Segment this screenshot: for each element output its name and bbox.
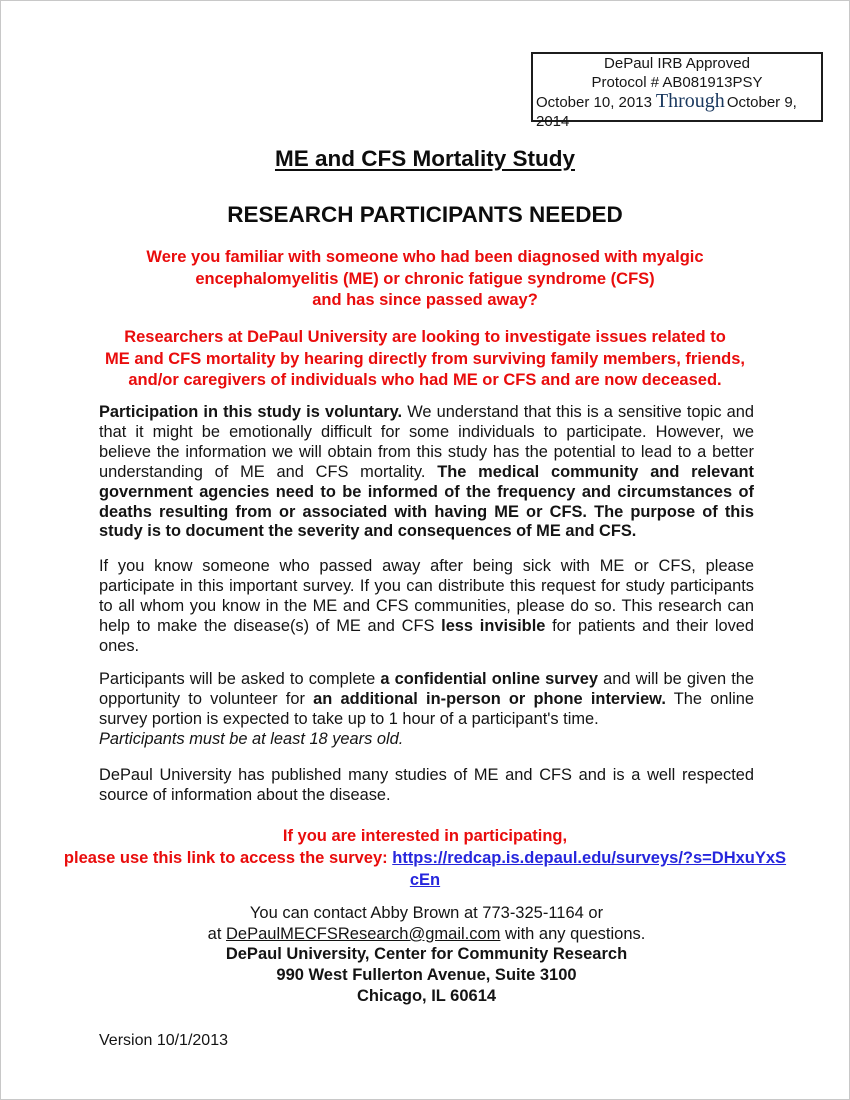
irb-protocol-number: Protocol # AB081913PSY xyxy=(591,73,763,91)
survey-link[interactable]: https://redcap.is.depaul.edu/surveys/?s=DHxuYxScEn xyxy=(392,849,787,889)
contact-block xyxy=(99,903,754,1007)
red-intro-question xyxy=(61,247,789,312)
red-researchers-line: ME and CFS mortality by hearing directly from surviving family members, friends, xyxy=(105,349,745,368)
contact-phone-line: You can contact Abby Brown at 773-325-1164 or xyxy=(249,904,604,922)
voluntary-normal-mid: We understand that this is a sensitive topic and that it might be emotionally difficult for some individuals to participate. However, we believe the information we will obtain from this study has the potential to lead to a better understanding of ME and CFS mortality. xyxy=(99,403,754,481)
irb-approved-line: DePaul IRB Approved xyxy=(604,55,750,72)
call-to-action xyxy=(61,825,789,891)
age-requirement-line: Participants must be at least 18 years old. xyxy=(99,729,404,748)
survey-normal-1: Participants will be asked to complete xyxy=(99,670,381,688)
red-intro-line: Were you familiar with someone who had been diagnosed with myalgic xyxy=(146,248,704,266)
red-researchers-line: Researchers at DePaul University are looking to investigate issues related to xyxy=(124,328,726,346)
org-city-line: Chicago, IL 60614 xyxy=(356,986,497,1005)
survey-normal-3: The online survey portion is expected to take up to 1 hour of a participant's time. xyxy=(99,689,754,728)
voluntary-bold-lead: Participation in this study is voluntary. xyxy=(99,403,403,421)
page-title: ME and CFS Mortality Study xyxy=(274,146,575,171)
distribute-normal-2: for patients and their loved ones. xyxy=(99,616,755,655)
contact-email-before: at xyxy=(207,924,226,943)
survey-normal-2: and will be given the opportunity to volunteer for xyxy=(99,670,754,708)
paragraph-distribute xyxy=(99,557,754,657)
red-intro-line: encephalomyelitis (ME) or chronic fatigue syndrome (CFS) xyxy=(195,269,655,288)
red-researchers-statement xyxy=(61,327,789,392)
survey-bold-2: an additional in-person or phone interview. xyxy=(313,689,666,708)
irb-end-year: 2014 xyxy=(536,112,570,130)
irb-end-date: October 9, xyxy=(726,94,797,111)
version-label: Version 10/1/2013 xyxy=(99,1032,228,1049)
page-subtitle: RESEARCH PARTICIPANTS NEEDED xyxy=(227,202,623,227)
survey-bold-1: a confidential online survey xyxy=(380,670,598,688)
voluntary-bold-tail: The medical community and relevant government agencies need to be informed of the frequency and circumstances of deaths resulting from or associated with having ME or CFS. The purpose of this study is to document the severity and consequences of ME and CFS. xyxy=(99,462,754,541)
cta-line2 xyxy=(61,847,789,891)
distribute-normal-1: If you know someone who passed away after being sick with ME or CFS, please participate in this important survey. If you can distribute this request for study participants to all whom you know in the ME and CFS communities, please do so. This research can help to make the disease(s) of ME and CFS xyxy=(99,557,754,635)
paragraph-depaul-reputation: DePaul University has published many studies of ME and CFS and is a well respected source of information about the disease. xyxy=(99,766,754,804)
cta-line1: If you are interested in participating, xyxy=(282,827,568,845)
irb-start-date: October 10, 2013 xyxy=(536,94,652,111)
contact-email-line xyxy=(99,924,754,945)
cta-line2-text: please use this link to access the survey: xyxy=(63,849,393,867)
org-name-line: DePaul University, Center for Community Research xyxy=(225,945,628,964)
paragraph-voluntary xyxy=(99,403,754,542)
red-intro-line: and has since passed away? xyxy=(312,291,538,309)
irb-date-range xyxy=(536,92,818,113)
org-address-line: 990 West Fullerton Avenue, Suite 3100 xyxy=(276,966,577,985)
distribute-bold: less invisible xyxy=(441,616,546,635)
contact-email-after: with any questions. xyxy=(500,924,646,943)
irb-approval-box xyxy=(531,52,823,130)
red-researchers-line: and/or caregivers of individuals who had ME or CFS and are now deceased. xyxy=(128,371,722,389)
paragraph-survey-details xyxy=(99,670,754,750)
contact-email-link[interactable]: DePaulMECFSResearch@gmail.com xyxy=(226,924,501,943)
irb-through-word: Through xyxy=(655,90,725,112)
